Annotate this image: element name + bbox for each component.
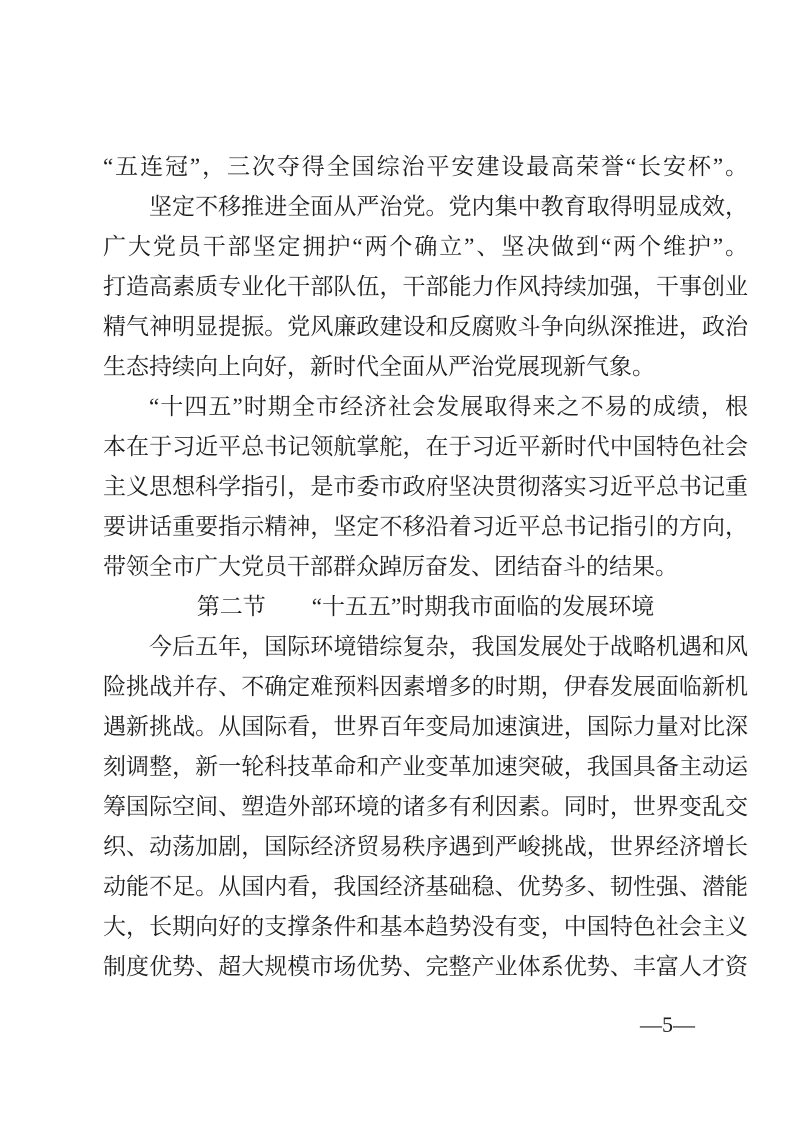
page-number: —5— (640, 1012, 695, 1037)
para-shisiwu-achievements (103, 387, 748, 587)
text-line: 织、动荡加剧，国际经济贸易秩序遇到严峻挑战，世界经济增长 (103, 834, 748, 859)
text-line: 今后五年，国际环境错综复杂，我国发展处于战略机遇和风 (149, 634, 748, 659)
text-line: “五连冠”，三次夺得全国综治平安建设最高荣誉“长安杯”。 (103, 154, 748, 179)
para-carryover (103, 147, 748, 187)
text-line: 本在于习近平总书记领航掌舵，在于习近平新时代中国特色社会 (103, 434, 748, 459)
text-line: 生态持续向上向好，新时代全面从严治党展现新气象。 (103, 354, 655, 379)
text-line: 坚定不移推进全面从严治党。党内集中教育取得明显成效， (149, 194, 748, 219)
text-line: 主义思想科学指引，是市委市政府坚决贯彻落实习近平总书记重 (103, 474, 748, 499)
text-line: 刻调整，新一轮科技革命和产业变革加速突破，我国具备主动运 (103, 754, 748, 779)
text-line: 广大党员干部坚定拥护“两个确立”、坚决做到“两个维护”。 (103, 234, 748, 259)
section-heading (103, 587, 748, 627)
para-development-environment (103, 627, 748, 987)
text-line: 打造高素质专业化干部队伍，干部能力作风持续加强，干事创业 (103, 274, 748, 299)
text-line: 动能不足。从国内看，我国经济基础稳、优势多、韧性强、潜能 (103, 874, 748, 899)
para-party-governance (103, 187, 748, 387)
text-line: 要讲话重要指示精神，坚定不移沿着习近平总书记指引的方向， (103, 514, 748, 539)
text-line: 制度优势、超大规模市场优势、完整产业体系优势、丰富人才资 (103, 954, 748, 979)
text-line: “十四五”时期全市经济社会发展取得来之不易的成绩，根 (149, 394, 748, 419)
text-line: 险挑战并存、不确定难预料因素增多的时期，伊春发展面临新机 (103, 674, 748, 699)
document-body (103, 147, 748, 987)
section-heading-text: 第二节 “十五五”时期我市面临的发展环境 (196, 594, 655, 619)
text-line: 大，长期向好的支撑条件和基本趋势没有变，中国特色社会主义 (103, 914, 748, 939)
text-line: 筹国际空间、塑造外部环境的诸多有利因素。同时，世界变乱交 (103, 794, 748, 819)
text-line: 精气神明显提振。党风廉政建设和反腐败斗争向纵深推进，政治 (103, 314, 748, 339)
text-line: 遇新挑战。从国际看，世界百年变局加速演进，国际力量对比深 (103, 714, 748, 739)
text-line: 带领全市广大党员干部群众踔厉奋发、团结奋斗的结果。 (103, 554, 678, 579)
